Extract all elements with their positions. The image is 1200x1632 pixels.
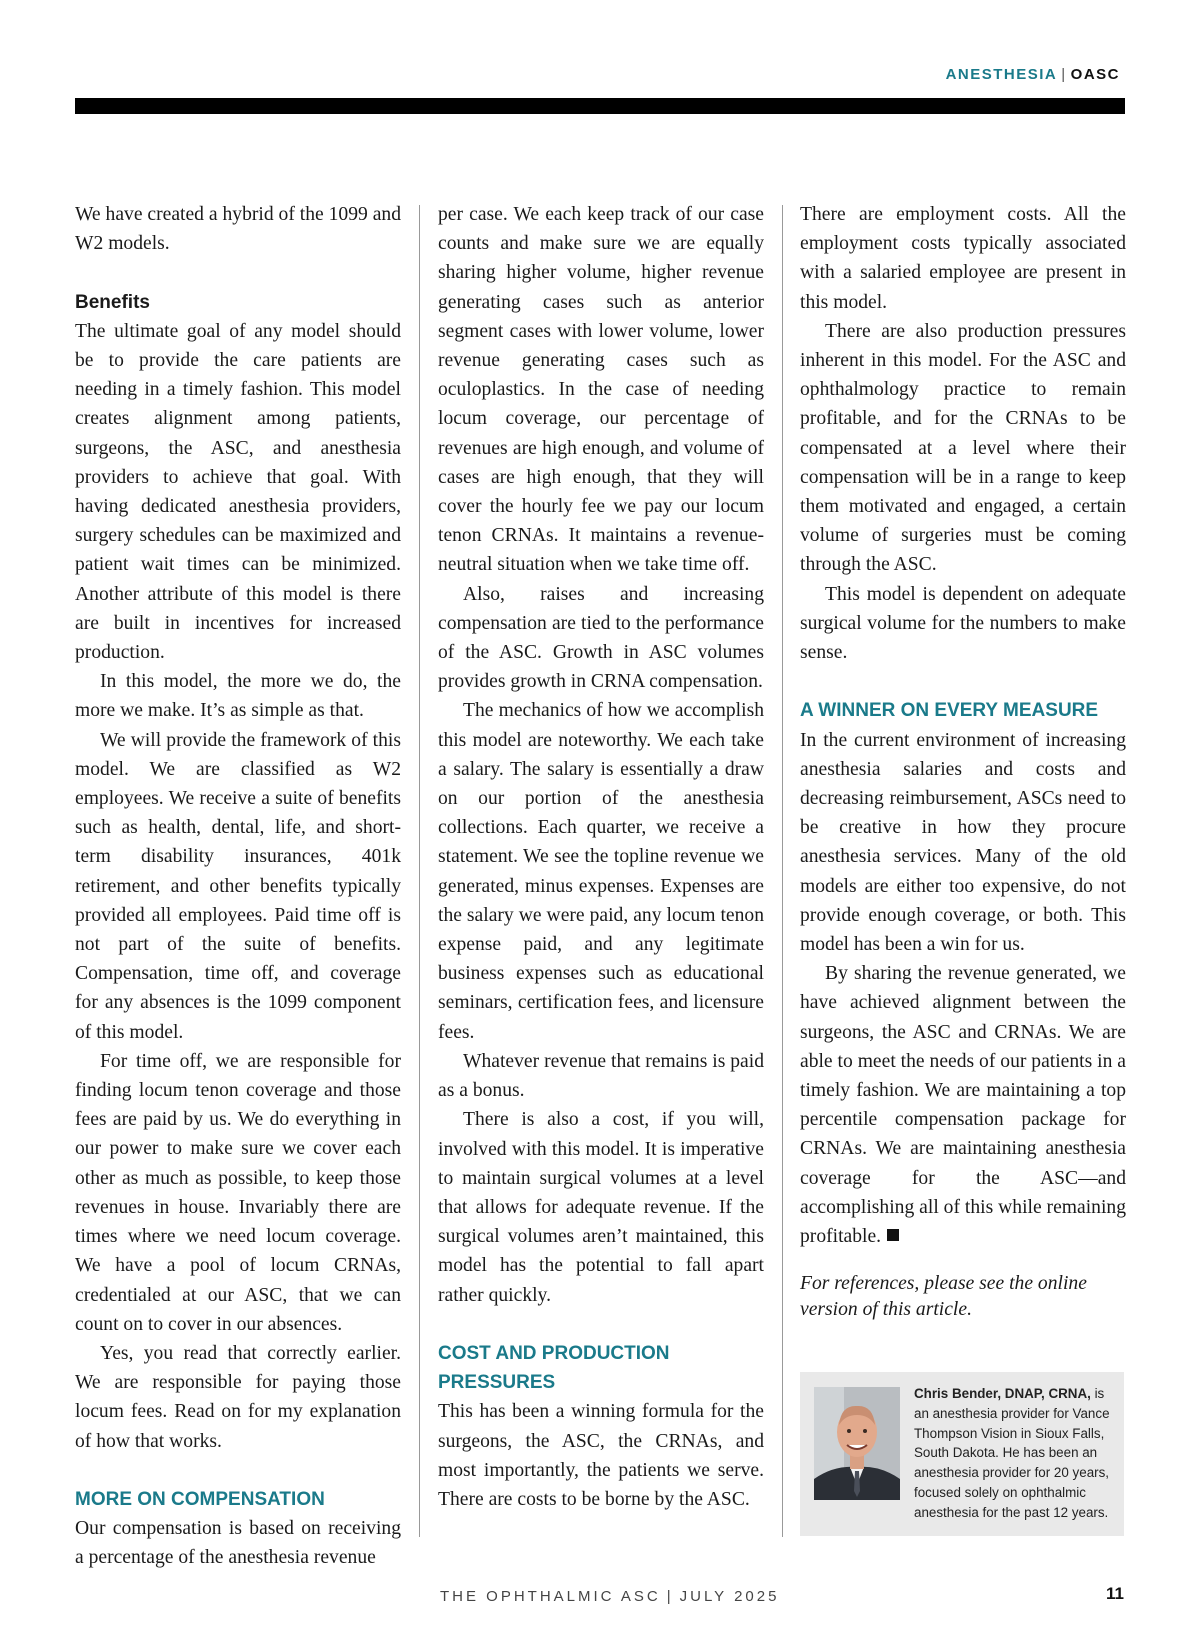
footer-separator: | — [666, 1588, 674, 1605]
winner-heading: A WINNER ON EVERY MEASURE — [800, 700, 1099, 722]
paragraph: Also, raises and increasing compensation are tied to the performance of the ASC. Growth in ASC volumes provides growth in CRNA compensation. — [438, 583, 764, 693]
brand-label: OASC — [1070, 66, 1120, 83]
paragraph: Our compensation is based on receiving a percentage of the anesthesia revenue — [75, 1518, 401, 1569]
page-footer — [440, 1588, 779, 1605]
author-bio-text — [914, 1384, 1114, 1523]
paragraph: We will provide the framework of this model. We are classified as W2 employees. We receive a suite of benefits such as health, dental, life, and short-term disability insurances, 401k retirement, and other benefits typically provided all employees. Paid time off is not part of the suite of benefits. Compensation, time off, and coverage for any absences is the 1099 component of this model. — [75, 729, 401, 1043]
paragraph: The mechanics of how we accomplish this model are noteworthy. We each take a salary. The salary is essentially a draw on our portion of the anesthesia collections. Each quarter, we receive a statement. We see the topline revenue we generated, minus expenses. Expenses are the salary we were paid, any locum tenon expense paid, and any legitimate business expenses such as educational seminars, certification fees, and licensure fees. — [438, 700, 764, 1043]
paragraph: In this model, the more we do, the more we make. It’s as simple as that. — [75, 671, 401, 722]
benefits-heading: Benefits — [75, 291, 150, 313]
page-number: 11 — [1106, 1584, 1124, 1603]
column-divider — [419, 205, 420, 1537]
compensation-heading: MORE ON COMPENSATION — [75, 1488, 325, 1510]
intro-paragraph: We have created a hybrid of the 1099 and W2 models. — [75, 204, 401, 255]
author-name: Chris Bender, DNAP, CRNA, — [914, 1386, 1091, 1401]
paragraph: Yes, you read that correctly earlier. We are responsible for paying those locum fees. Read on for my explanation of how that works. — [75, 1342, 401, 1452]
author-bio-box — [800, 1372, 1124, 1536]
closing-text: By sharing the revenue generated, we have achieved alignment between the surgeons, the ASC and CRNAs. We are able to meet the needs of our patients in a timely fashion. We are maintaining a top percentile compensation package for CRNAs. We are maintaining anesthesia coverage for the ASC—and accomplishing all of this while remaining profitable. — [800, 963, 1126, 1248]
end-of-article-mark — [887, 1229, 899, 1241]
section-label: ANESTHESIA — [945, 66, 1058, 83]
author-portrait-image — [814, 1387, 900, 1500]
article-column-2 — [438, 200, 764, 1514]
article-column-1 — [75, 200, 401, 1573]
issue-date: JULY 2025 — [679, 1588, 780, 1605]
paragraph: For time off, we are responsible for finding locum tenon coverage and those fees are paid by us. We do everything in our power to make sure we cover each other as much as possible, to keep those revenues in house. Invariably there are times where we need locum coverage. We have a pool of locum CRNAs, credentialed at our ASC, that we can count on to cover in our absences. — [75, 1050, 401, 1335]
paragraph: This has been a winning formula for the surgeons, the ASC, the CRNAs, and most importantly, the patients we serve. There are costs to be borne by the ASC. — [438, 1401, 764, 1510]
author-photo — [814, 1387, 900, 1500]
paragraph: There are also production pressures inherent in this model. For the ASC and ophthalmology practice to remain profitable, and for the CRNAs to be compensated at a level where their compensation will be in a range to keep them motivated and engaged, a certain volume of surgeries must be coming through the ASC. — [800, 320, 1126, 576]
column-divider — [782, 205, 783, 1537]
references-note: For references, please see the online version of this article. — [800, 1273, 1087, 1321]
paragraph: There is also a cost, if you will, involved with this model. It is imperative to maintain surgical volumes at a level that allows for adequate revenue. If the surgical volumes aren’t maintained, this model has the potential to fall apart rather quickly. — [438, 1109, 764, 1306]
publication-name: THE OPHTHALMIC ASC — [440, 1588, 661, 1605]
top-rule-bar — [75, 98, 1125, 114]
paragraph: The ultimate goal of any model should be to provide the care patients are needing in a timely fashion. This model creates alignment among patients, surgeons, the ASC, and anesthesia providers to achieve that goal. With having dedicated anesthesia providers, surgery schedules can be maximized and patient wait times can be minimized. Another attribute of this model is there are built in incentives for increased production. — [75, 320, 401, 664]
paragraph: per case. We each keep track of our case counts and make sure we are equally sharing higher volume, higher revenue generating cases such as anterior segment cases with lower volume, lower revenue generating cases such as oculoplastics. In the case of needing locum coverage, our percentage of revenues are high enough, and volume of cases are high enough, that they will cover the hourly fee we pay our locum tenon CRNAs. It maintains a revenue-neutral situation when we take time off. — [438, 204, 764, 576]
section-header — [946, 66, 1120, 83]
paragraph — [800, 959, 1126, 1251]
author-description: is an anesthesia provider for Vance Thompson Vision in Sioux Falls, South Dakota. He has been an anesthesia provider for 20 years, focused solely on ophthalmic anesthesia for the past 12 years. — [914, 1386, 1110, 1520]
cost-production-heading: COST AND PRODUCTION PRESSURES — [438, 1342, 670, 1394]
paragraph: In the current environment of increasing anesthesia salaries and costs and decreasing reimbursement, ASCs need to be creative in how they procure anesthesia services. Many of the old models are either too expensive, do not provide enough coverage, or both. This model has been a win for us. — [800, 729, 1126, 956]
paragraph: Whatever revenue that remains is paid as a bonus. — [438, 1050, 764, 1102]
article-column-3 — [800, 200, 1126, 1323]
paragraph: There are employment costs. All the employment costs typically associated with a salaried employee are present in this model. — [800, 204, 1126, 313]
header-separator: | — [1061, 66, 1067, 83]
paragraph: This model is dependent on adequate surgical volume for the numbers to make sense. — [800, 583, 1126, 664]
